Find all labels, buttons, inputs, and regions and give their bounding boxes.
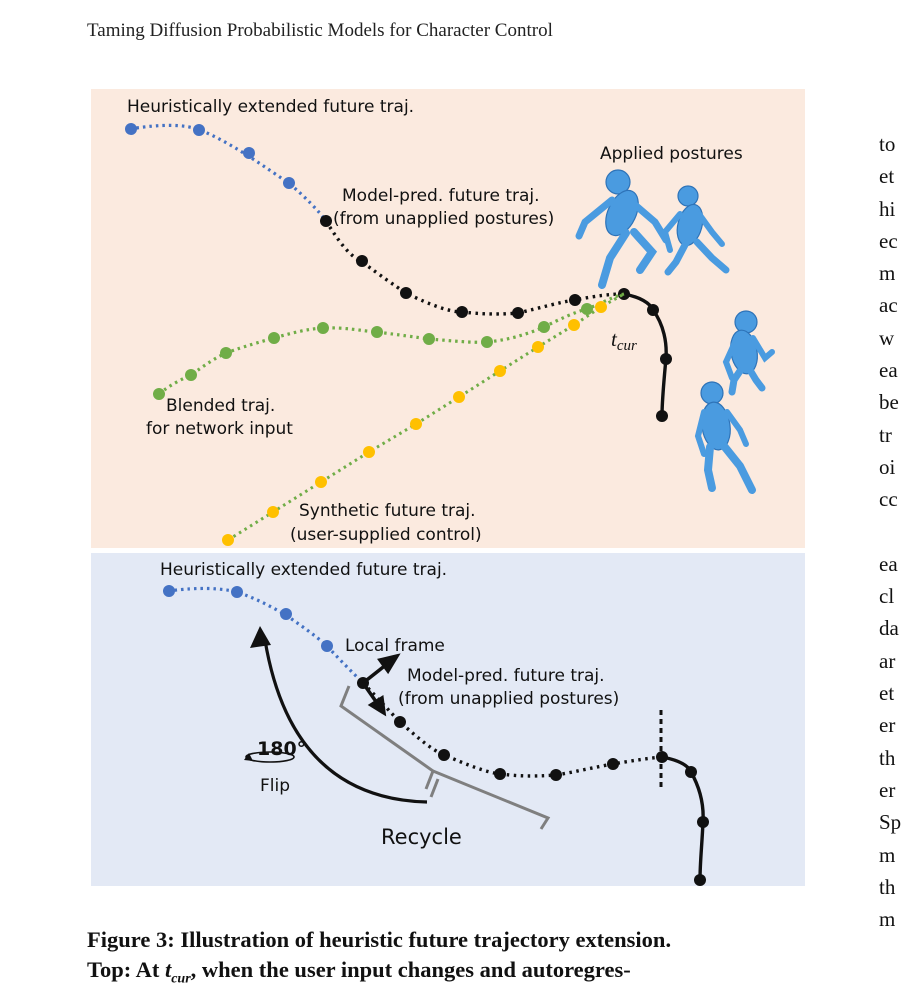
svg-text:180°: 180° [257, 738, 307, 760]
caption-line-2: Top: At $t_{cur}$, when the user input changes and autoregres- [87, 957, 631, 987]
right-column-line: th [879, 874, 896, 899]
synthetic-label-1: Synthetic future traj. [299, 501, 476, 521]
right-column-line: m [879, 842, 896, 867]
right-column-line: ac [879, 293, 898, 318]
right-column-line: et [879, 681, 895, 706]
right-column-line: be [879, 390, 899, 415]
right-column-line: er [879, 777, 896, 802]
right-column-line: to [879, 132, 896, 156]
right-column-line: ea [879, 551, 898, 576]
recycle-label: Recycle [381, 825, 462, 849]
right-column-line: hi [879, 196, 896, 221]
right-column-line: da [879, 616, 899, 641]
right-column-line: et [879, 164, 895, 189]
right-column-line: er [879, 713, 896, 738]
right-column-text [879, 128, 919, 935]
right-column-line: Sp [879, 810, 902, 835]
caption-line-1: Figure 3: Illustration of heuristic future trajectory extension. [87, 927, 672, 952]
applied-postures-label: Applied postures [600, 144, 743, 164]
right-column-line: cl [879, 584, 895, 609]
bottom-model-pred-label-1: Model-pred. future traj. [407, 666, 605, 686]
running-title: Taming Diffusion Probabilistic Models for Character Control [87, 20, 553, 41]
right-column-line: th [879, 745, 896, 770]
top-heuristic-label: Heuristically extended future traj. [127, 97, 415, 117]
bottom-heuristic-label: Heuristically extended future traj. [160, 560, 448, 580]
blended-label-1: Blended traj. [166, 396, 276, 416]
t-cur-label: tcur [611, 327, 637, 354]
top-model-pred-label-1: Model-pred. future traj. [342, 186, 540, 206]
right-column-line [879, 516, 919, 548]
right-column-line: oi [879, 454, 896, 479]
figure-caption [87, 925, 847, 995]
bottom-model-pred-label-2: (from unapplied postures) [398, 689, 620, 709]
local-frame-label: Local frame [345, 636, 445, 656]
blended-label-2: for network input [146, 419, 293, 439]
synthetic-label-2: (user-supplied control) [290, 525, 482, 545]
right-column-line: m [879, 261, 896, 286]
right-column-line: tr [879, 422, 892, 447]
top-model-pred-label-2: (from unapplied postures) [333, 209, 555, 229]
right-column-line: ec [879, 228, 898, 253]
flip-label: Flip [260, 776, 291, 796]
right-column-line: m [879, 907, 896, 932]
right-column-line: w [879, 325, 895, 350]
right-column-line: cc [879, 487, 898, 512]
right-column-line: ea [879, 358, 898, 383]
right-column-line: ar [879, 648, 896, 673]
